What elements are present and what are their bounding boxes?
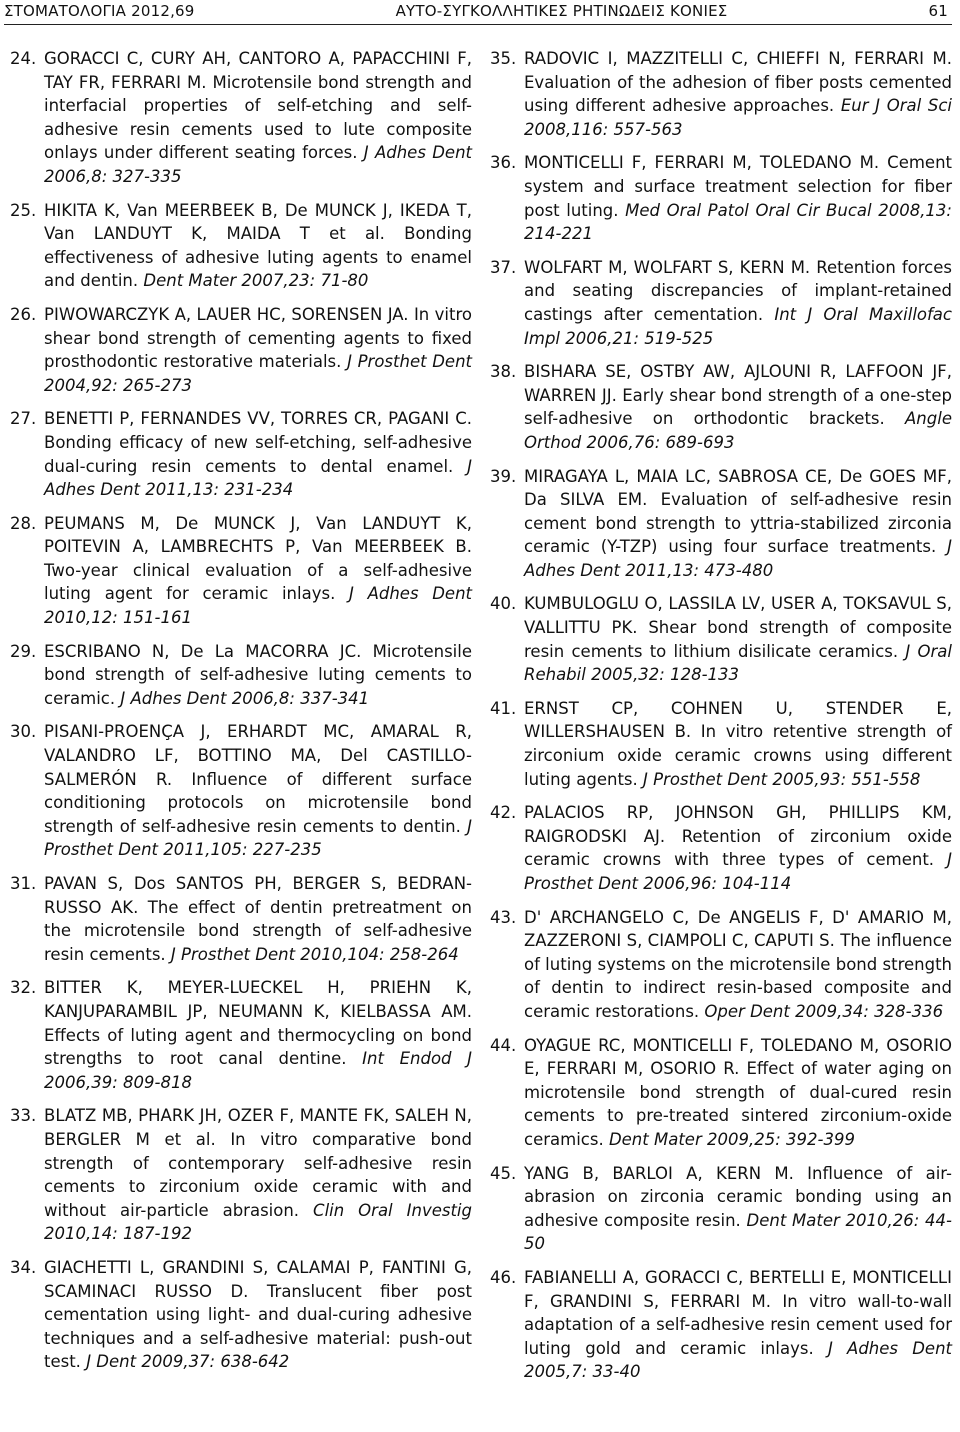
reference-number: 27.	[10, 409, 37, 429]
reference-entry	[10, 1104, 472, 1246]
reference-entry	[490, 256, 952, 350]
reference-entry	[10, 640, 472, 711]
reference-text	[524, 1034, 952, 1152]
reference-entry	[10, 199, 472, 293]
reference-number: 25.	[10, 200, 37, 220]
reference-source: J Adhes Dent 2006,8: 337-341	[120, 688, 370, 708]
reference-source: Dent Mater 2007,23: 71-80	[143, 271, 369, 291]
reference-source: J Adhes Dent 2011,13: 473-480	[524, 537, 952, 580]
reference-title: The influence of luting systems on the microtensile bond strength of dentin to indirect resin-based composite and ceramic restorations.	[524, 931, 952, 1021]
reference-entry	[490, 151, 952, 245]
reference-title: Early shear bond strength of a one-step self-adhesive on orthodontic brackets.	[524, 385, 952, 429]
reference-title: Retention forces and seating discrepancies of implant-retained castings after cementation.	[524, 257, 953, 324]
page-number: 61	[928, 2, 948, 20]
reference-number: 38.	[490, 362, 517, 382]
reference-authors: BENETTI P, FERNANDES VV, TORRES CR, PAGANI C.	[44, 409, 472, 429]
reference-authors: MONTICELLI F, FERRARI M, TOLEDANO M.	[524, 153, 880, 173]
reference-title: Retention of zirconium oxide ceramic crowns with three types of cement.	[524, 826, 952, 870]
reference-authors: D' ARCHANGELO C, De ANGELIS F, D' AMARIO M, ZAZZERONI S, CIAMPOLI C, CAPUTI S.	[524, 907, 952, 951]
reference-authors: OYAGUE RC, MONTICELLI F, TOLEDANO M, OSORIO E, FERRARI M, OSORIO R.	[524, 1035, 952, 1079]
reference-source: Dent Mater 2009,25: 392-399	[608, 1129, 855, 1149]
reference-text	[44, 720, 472, 862]
reference-title: In vitro wall-to-wall adaptation of a self-adhesive resin cement used for luting gold and ceramic inlays.	[524, 1291, 952, 1358]
reference-authors: BLATZ MB, PHARK JH, OZER F, MANTE FK, SALEH N, BERGLER M et al.	[44, 1106, 472, 1149]
reference-number: 32.	[10, 978, 37, 998]
reference-number: 30.	[10, 722, 37, 742]
reference-entry	[490, 906, 952, 1024]
reference-authors: BITTER K, MEYER-LUECKEL H, PRIEHN K, KANJUPARAMBIL JP, NEUMANN K, KIELBASSA AM.	[44, 978, 472, 1021]
reference-source: Int Endod J 2006,39: 809-818	[44, 1049, 472, 1092]
reference-source: J Prosthet Dent 2010,104: 258-264	[170, 944, 459, 964]
reference-source: J Prosthet Dent 2005,93: 551-558	[643, 769, 921, 789]
reference-entry	[10, 512, 472, 630]
reference-text	[44, 976, 472, 1094]
reference-title: In vitro comparative bond strength of contemporary self-adhesive resin cements to zirconium oxide ceramic with and without air-particle abrasion.	[44, 1129, 472, 1220]
reference-source: J Prosthet Dent 2006,96: 104-114	[524, 850, 952, 893]
reference-number: 36.	[490, 153, 517, 173]
reference-entry	[490, 465, 952, 583]
reference-entry	[490, 1034, 952, 1152]
left-column	[4, 47, 472, 1394]
reference-title: In vitro shear bond strength of cementing agents to fixed prosthodontic restorative materials.	[44, 304, 473, 372]
reference-title: Microtensile bond strength of self-adhesive luting cements to ceramic.	[44, 641, 472, 708]
reference-title: Influence of different surface conditioning protocols on microtensile bond strength of self-adhesive resin cements to dentin.	[44, 769, 473, 836]
reference-entry	[490, 697, 952, 791]
reference-source: Eur J Oral Sci 2008,116: 557-563	[524, 96, 952, 139]
reference-number: 29.	[10, 641, 37, 661]
reference-text	[524, 697, 952, 791]
reference-entry	[490, 47, 952, 141]
reference-text	[44, 1104, 472, 1246]
reference-entry	[490, 360, 952, 454]
reference-title: Effects of luting agent and thermocycling on bond strengths to root canal dentine.	[44, 1025, 472, 1069]
reference-source: Int J Oral Maxillofac Impl 2006,21: 519-525	[524, 304, 952, 348]
reference-text	[524, 1162, 952, 1256]
reference-source: J Prosthet Dent 2011,105: 227-235	[44, 816, 473, 860]
reference-text	[524, 906, 952, 1024]
reference-source: J Adhes Dent 2011,13: 231-234	[44, 456, 472, 500]
reference-authors: PAVAN S, Dos SANTOS PH, BERGER S, BEDRAN-RUSSO AK.	[44, 874, 472, 917]
running-header	[4, 0, 952, 25]
reference-number: 35.	[490, 49, 517, 68]
reference-source: Angle Orthod 2006,76: 689-693	[524, 409, 952, 452]
reference-number: 42.	[490, 803, 517, 823]
reference-authors: HIKITA K, Van MEERBEEK B, De MUNCK J, IKEDA T, Van LANDUYT K, MAIDA T et al.	[44, 200, 472, 244]
reference-text	[524, 465, 952, 583]
reference-text	[524, 592, 952, 686]
reference-source: J Adhes Dent 2006,8: 327-335	[44, 143, 473, 186]
reference-authors: KUMBULOGLU O, LASSILA LV, USER A, TOKSAVUL S, VALLITTU PK.	[524, 594, 952, 638]
reference-authors: ESCRIBANO N, De La MACORRA JC.	[44, 641, 362, 661]
reference-source: Med Oral Patol Oral Cir Bucal 2008,13: 214-221	[524, 200, 952, 244]
reference-number: 45.	[490, 1163, 517, 1183]
reference-authors: GORACCI C, CURY AH, CANTORO A, PAPACCHINI F, TAY FR, FERRARI M.	[44, 49, 472, 92]
reference-number: 37.	[490, 257, 517, 277]
reference-title: Microtensile bond strength and interfacial properties of self-etching and self-adhesive resin cements used to lute composite onlays under different seating forces.	[44, 72, 472, 163]
reference-title: The effect of dentin pretreatment on the microtensile bond strength of self-adhesive resin cements.	[44, 897, 472, 964]
section-title: ΑΥΤΟ-ΣΥΓΚΟΛΛΗΤΙΚΕΣ ΡΗΤΙΝΩΔΕΙΣ ΚΟΝΙΕΣ	[395, 2, 728, 20]
reference-title: Shear bond strength of composite resin cements to lithium disilicate ceramics.	[524, 618, 952, 661]
reference-authors: BISHARA SE, OSTBY AW, AJLOUNI R, LAFFOON JF, WARREN JJ.	[524, 362, 952, 405]
reference-number: 39.	[490, 466, 517, 486]
reference-text	[44, 407, 472, 501]
reference-authors: ERNST CP, COHNEN U, STENDER E, WILLERSHAUSEN B.	[524, 698, 952, 742]
reference-authors: PEUMANS M, De MUNCK J, Van LANDUYT K, POITEVIN A, LAMBRECHTS P, Van MEERBEEK B.	[44, 513, 472, 557]
reference-authors: MIRAGAYA L, MAIA LC, SABROSA CE, De GOES MF, Da SILVA EM.	[524, 466, 952, 510]
reference-source: Clin Oral Investig 2010,14: 187-192	[44, 1200, 472, 1244]
reference-source: J Dent 2009,37: 638-642	[86, 1352, 290, 1372]
reference-entry	[10, 720, 472, 862]
reference-text	[44, 47, 472, 189]
reference-entry	[490, 592, 952, 686]
reference-text	[44, 199, 472, 293]
reference-source: Oper Dent 2009,34: 328-336	[704, 1001, 944, 1021]
reference-number: 24.	[10, 49, 37, 68]
reference-entry	[10, 1256, 472, 1374]
reference-entry	[490, 1266, 952, 1384]
reference-source: J Adhes Dent 2010,12: 151-161	[44, 584, 473, 628]
reference-text	[524, 360, 952, 454]
reference-title: Evaluation of self-adhesive resin cement bond strength to yttria-stabilized zirconia ceramic (Y-TZP) using four surface treatments.	[524, 490, 952, 557]
reference-title: Evaluation of the adhesion of fiber posts cemented using different adhesive approaches.	[524, 72, 952, 116]
reference-authors: PALACIOS RP, JOHNSON GH, PHILLIPS KM, RAIGRODSKI AJ.	[524, 803, 952, 846]
reference-number: 28.	[10, 513, 37, 533]
reference-number: 44.	[490, 1035, 517, 1055]
reference-entry	[490, 801, 952, 895]
reference-entry	[10, 976, 472, 1094]
reference-number: 43.	[490, 907, 517, 927]
reference-text	[44, 872, 472, 966]
reference-title: Bonding efficacy of new self-etching, self-adhesive dual-curing resin cements to dental enamel.	[44, 432, 472, 476]
reference-title: Bonding effectiveness of adhesive luting agents to enamel and dentin.	[44, 224, 472, 291]
reference-source: J Oral Rehabil 2005,32: 128-133	[524, 641, 952, 685]
reference-text	[44, 303, 472, 397]
reference-entry	[10, 872, 472, 966]
reference-text	[44, 512, 472, 630]
reference-authors: GIACHETTI L, GRANDINI S, CALAMAI P, FANTINI G, SCAMINACI RUSSO D.	[44, 1257, 472, 1301]
reference-title: Two-year clinical evaluation of a self-adhesive luting agent for ceramic inlays.	[44, 560, 472, 604]
reference-title: Effect of water aging on microtensile bond strength of dual-cured resin cements to pre-treated sintered zirconium-oxide ceramics.	[524, 1059, 952, 1149]
journal-name: ΣΤΟΜΑΤΟΛΟΓΙΑ 2012,69	[4, 2, 195, 20]
reference-number: 26.	[10, 304, 37, 324]
reference-entry	[490, 1162, 952, 1256]
reference-title: In vitro retentive strength of zirconium oxide ceramic crowns using different luting agents.	[524, 722, 952, 789]
reference-number: 33.	[10, 1106, 37, 1126]
reference-text	[524, 1266, 952, 1384]
reference-title: Translucent fiber post cementation using light- and dual-curing adhesive techniques and a self-adhesive material: push-out test.	[44, 1281, 472, 1372]
reference-number: 46.	[490, 1267, 517, 1287]
reference-source: J Prosthet Dent 2004,92: 265-273	[44, 352, 473, 395]
reference-columns	[4, 47, 952, 1394]
reference-text	[524, 801, 952, 895]
reference-authors: WOLFART M, WOLFART S, KERN M.	[524, 257, 811, 277]
reference-title: Influence of air-abrasion on zirconia ceramic bonding using an adhesive composite resin.	[524, 1163, 952, 1230]
reference-authors: YANG B, BARLOI A, KERN M.	[524, 1163, 794, 1183]
reference-text	[44, 640, 472, 711]
reference-authors: PISANI-PROENÇA J, ERHARDT MC, AMARAL R, VALANDRO LF, BOTTINO MA, Del CASTILLO-SALMERÓN R.	[44, 722, 472, 789]
reference-number: 40.	[490, 594, 517, 614]
reference-number: 31.	[10, 874, 37, 893]
reference-text	[44, 1256, 472, 1374]
reference-number: 41.	[490, 698, 517, 718]
reference-entry	[10, 303, 472, 397]
reference-text	[524, 47, 952, 141]
reference-entry	[10, 47, 472, 189]
reference-source: J Adhes Dent 2005,7: 33-40	[524, 1338, 952, 1382]
reference-text	[524, 151, 952, 245]
reference-authors: RADOVIC I, MAZZITELLI C, CHIEFFI N, FERRARI M.	[524, 49, 952, 68]
reference-number: 34.	[10, 1257, 37, 1277]
reference-title: Cement system and surface treatment selection for fiber post luting.	[524, 153, 952, 220]
reference-authors: FABIANELLI A, GORACCI C, BERTELLI E, MONTICELLI F, GRANDINI S, FERRARI M.	[524, 1267, 952, 1311]
reference-authors: PIWOWARCZYK A, LAUER HC, SORENSEN JA.	[44, 304, 409, 324]
right-column	[490, 47, 952, 1394]
reference-entry	[10, 407, 472, 501]
reference-text	[524, 256, 952, 350]
reference-source: Dent Mater 2010,26: 44-50	[524, 1210, 952, 1254]
